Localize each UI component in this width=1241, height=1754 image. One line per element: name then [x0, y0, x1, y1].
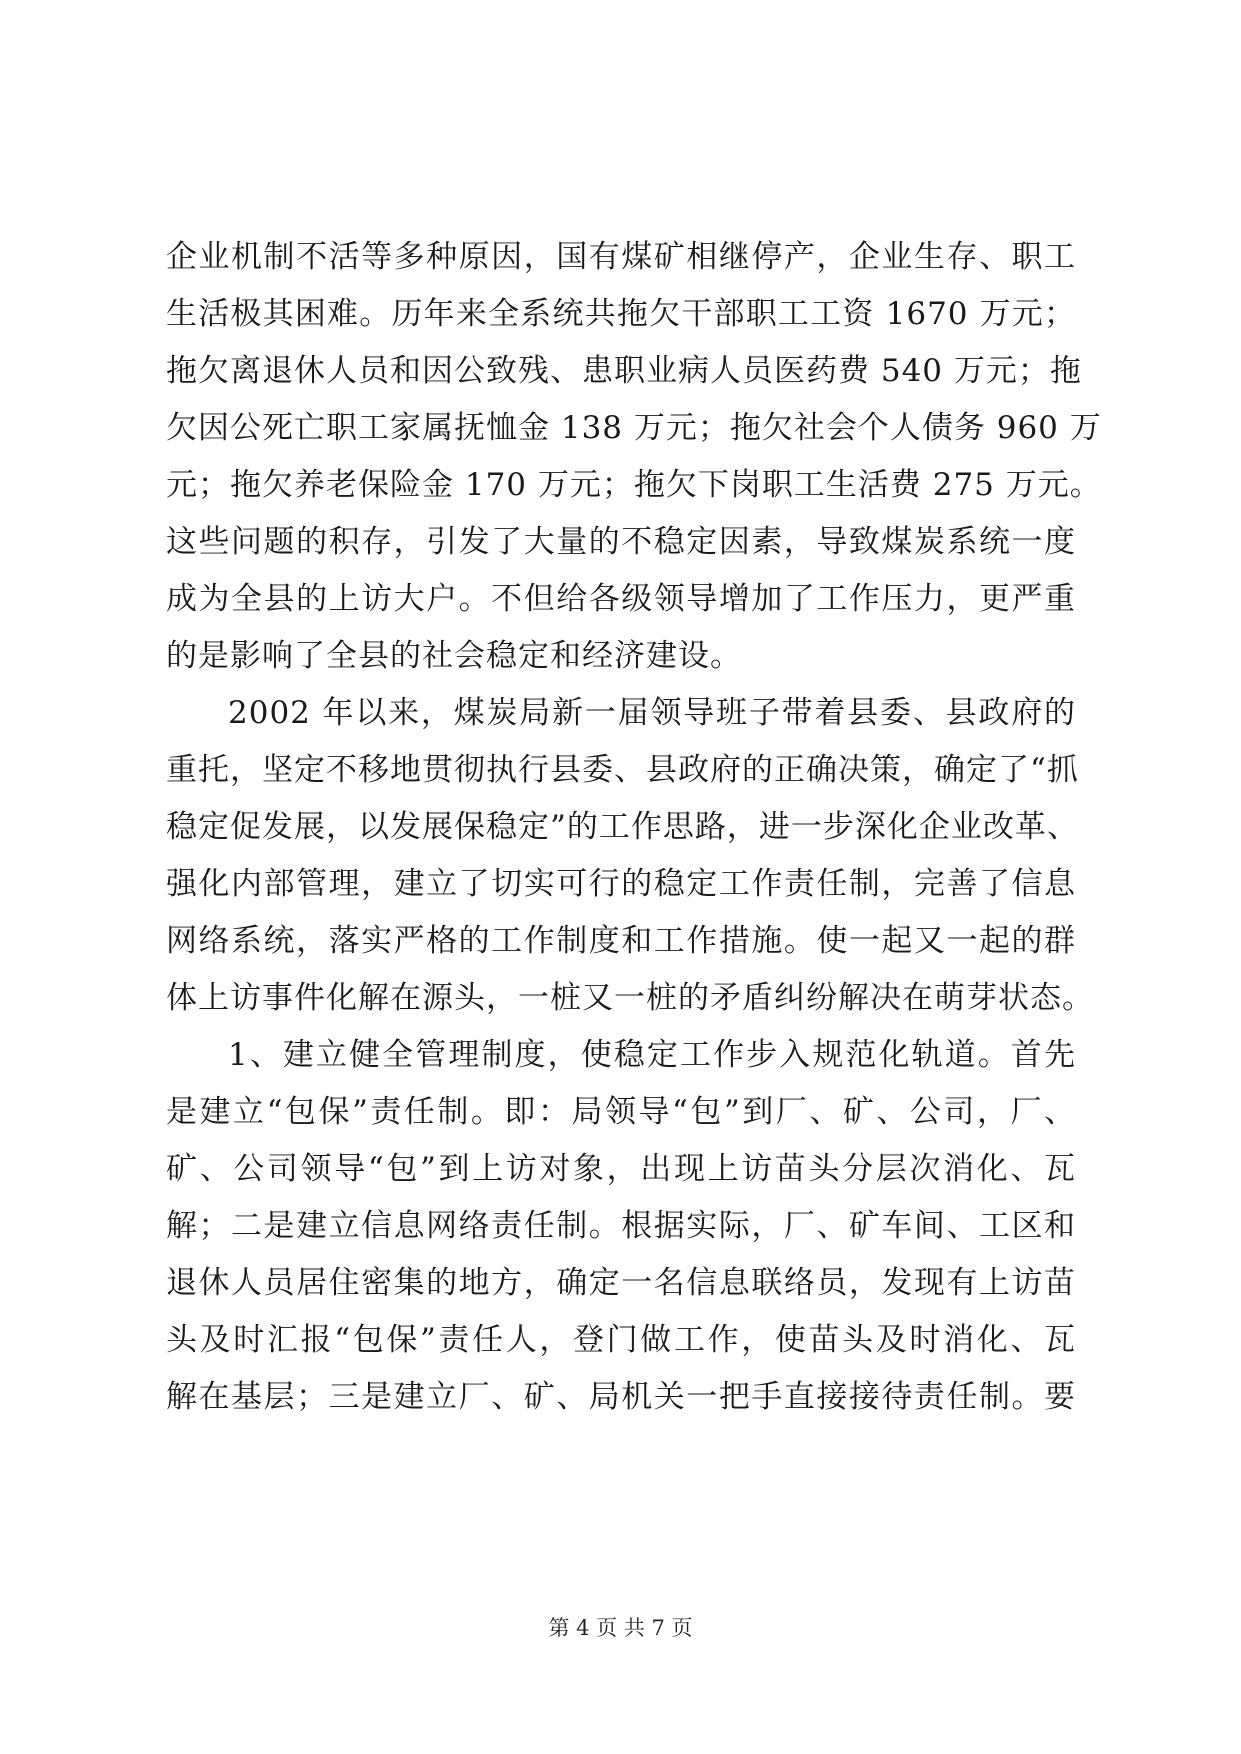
body-text-line: 体上访事件化解在源头，一桩又一桩的矛盾纠纷解决在萌芽状态。: [166, 980, 1094, 1016]
body-text-line: 欠因公死亡职工家属抚恤金 138 万元；拖欠社会个人债务 960 万: [166, 410, 1102, 446]
paragraph-first-line: 2002 年以来，煤炭局新一届领导班子带着县委、县政府的: [228, 695, 1076, 731]
body-text-line: 稳定促发展，以发展保稳定”的工作思路，进一步深化企业改革、: [166, 809, 1079, 845]
body-text-line: 企业机制不活等多种原因，国有煤矿相继停产，企业生存、职工: [166, 239, 1076, 275]
body-text-line: 解；二是建立信息网络责任制。根据实际，厂、矿车间、工区和: [166, 1208, 1076, 1244]
body-text-line: 的是影响了全县的社会稳定和经济建设。: [166, 638, 742, 674]
body-text-line: 解在基层；三是建立厂、矿、局机关一把手直接接待责任制。要: [166, 1379, 1076, 1415]
body-text-line: 是建立“包保”责任制。即：局领导“包”到厂、矿、公司，厂、: [166, 1094, 1076, 1130]
body-text-line: 生活极其困难。历年来全系统共拖欠干部职工工资 1670 万元；: [166, 296, 1076, 332]
body-text-line: 元；拖欠养老保险金 170 万元；拖欠下岗职工生活费 275 万元。: [166, 467, 1102, 503]
body-text-line: 拖欠离退休人员和因公致残、患职业病人员医药费 540 万元；拖: [166, 353, 1082, 389]
body-text-line: 矿、公司领导“包”到上访对象，出现上访苗头分层次消化、瓦: [166, 1151, 1076, 1187]
body-text-line: 网络系统，落实严格的工作制度和工作措施。使一起又一起的群: [166, 923, 1076, 959]
body-text-line: 退休人员居住密集的地方，确定一名信息联络员，发现有上访苗: [166, 1265, 1076, 1301]
page-number-footer: 第 4 页 共 7 页: [548, 1616, 693, 1640]
body-text-line: 头及时汇报“包保”责任人，登门做工作，使苗头及时消化、瓦: [166, 1322, 1076, 1358]
body-text-line: 重托，坚定不移地贯彻执行县委、县政府的正确决策，确定了“抓: [166, 752, 1079, 788]
paragraph-first-line: 1、建立健全管理制度，使稳定工作步入规范化轨道。首先: [228, 1037, 1076, 1073]
body-text-line: 这些问题的积存，引发了大量的不稳定因素，导致煤炭系统一度: [166, 524, 1076, 560]
body-text-line: 强化内部管理，建立了切实可行的稳定工作责任制，完善了信息: [166, 866, 1076, 902]
body-text-line: 成为全县的上访大户。不但给各级领导增加了工作压力，更严重: [166, 581, 1076, 617]
